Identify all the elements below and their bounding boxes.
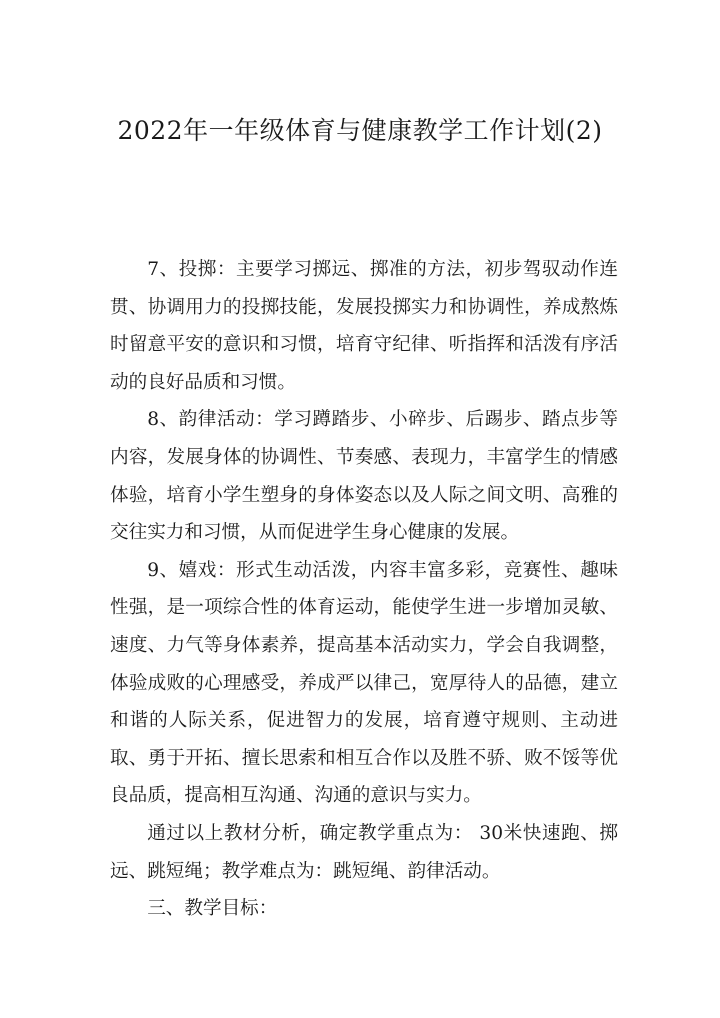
section-heading-teaching-goals: 三、教学目标： xyxy=(147,898,278,920)
paragraph-rhythm-activity: 8、韵律活动：学习蹲踏步、小碎步、后踢步、踏点步等内容，发展身体的协调性、节奏感、表现力，丰富学生的情感体验，培育小学生塑身的身体姿态以及人际之间文明、高雅的交往实力和习惯，从而促进学生身心健康的发展。 xyxy=(110,409,618,544)
paragraph-games: 9、嬉戏：形式生动活泼，内容丰富多彩，竞赛性、趣味性强，是一项综合性的体育运动，能使学生进一步增加灵敏、速度、力气等身体素养，提高基本活动实力，学会自我调整，体验成败的心理感受，养成严以律己，宽厚待人的品德，建立和谐的人际关系，促进智力的发展，培育遵守规则、主动进取、勇于开拓、擅长思索和相互合作以及胜不骄、败不馁等优良品质，提高相互沟通、沟通的意识与实力。 xyxy=(110,559,618,807)
paragraph-throwing: 7、投掷：主要学习掷远、掷准的方法，初步驾驭动作连贯、协调用力的投掷技能，发展投掷实力和协调性，养成熬炼时留意平安的意识和习惯，培育守纪律、听指挥和活泼有序活动的良好品质和习惯。 xyxy=(110,259,618,393)
document-title: 2022年一年级体育与健康教学工作计划(2) xyxy=(117,116,603,145)
paragraph-key-points: 通过以上教材分析，确定教学重点为： 30米快速跑、掷远、跳短绳；教学难点为：跳短绳、韵律活动。 xyxy=(110,822,618,882)
document-body xyxy=(110,251,618,928)
